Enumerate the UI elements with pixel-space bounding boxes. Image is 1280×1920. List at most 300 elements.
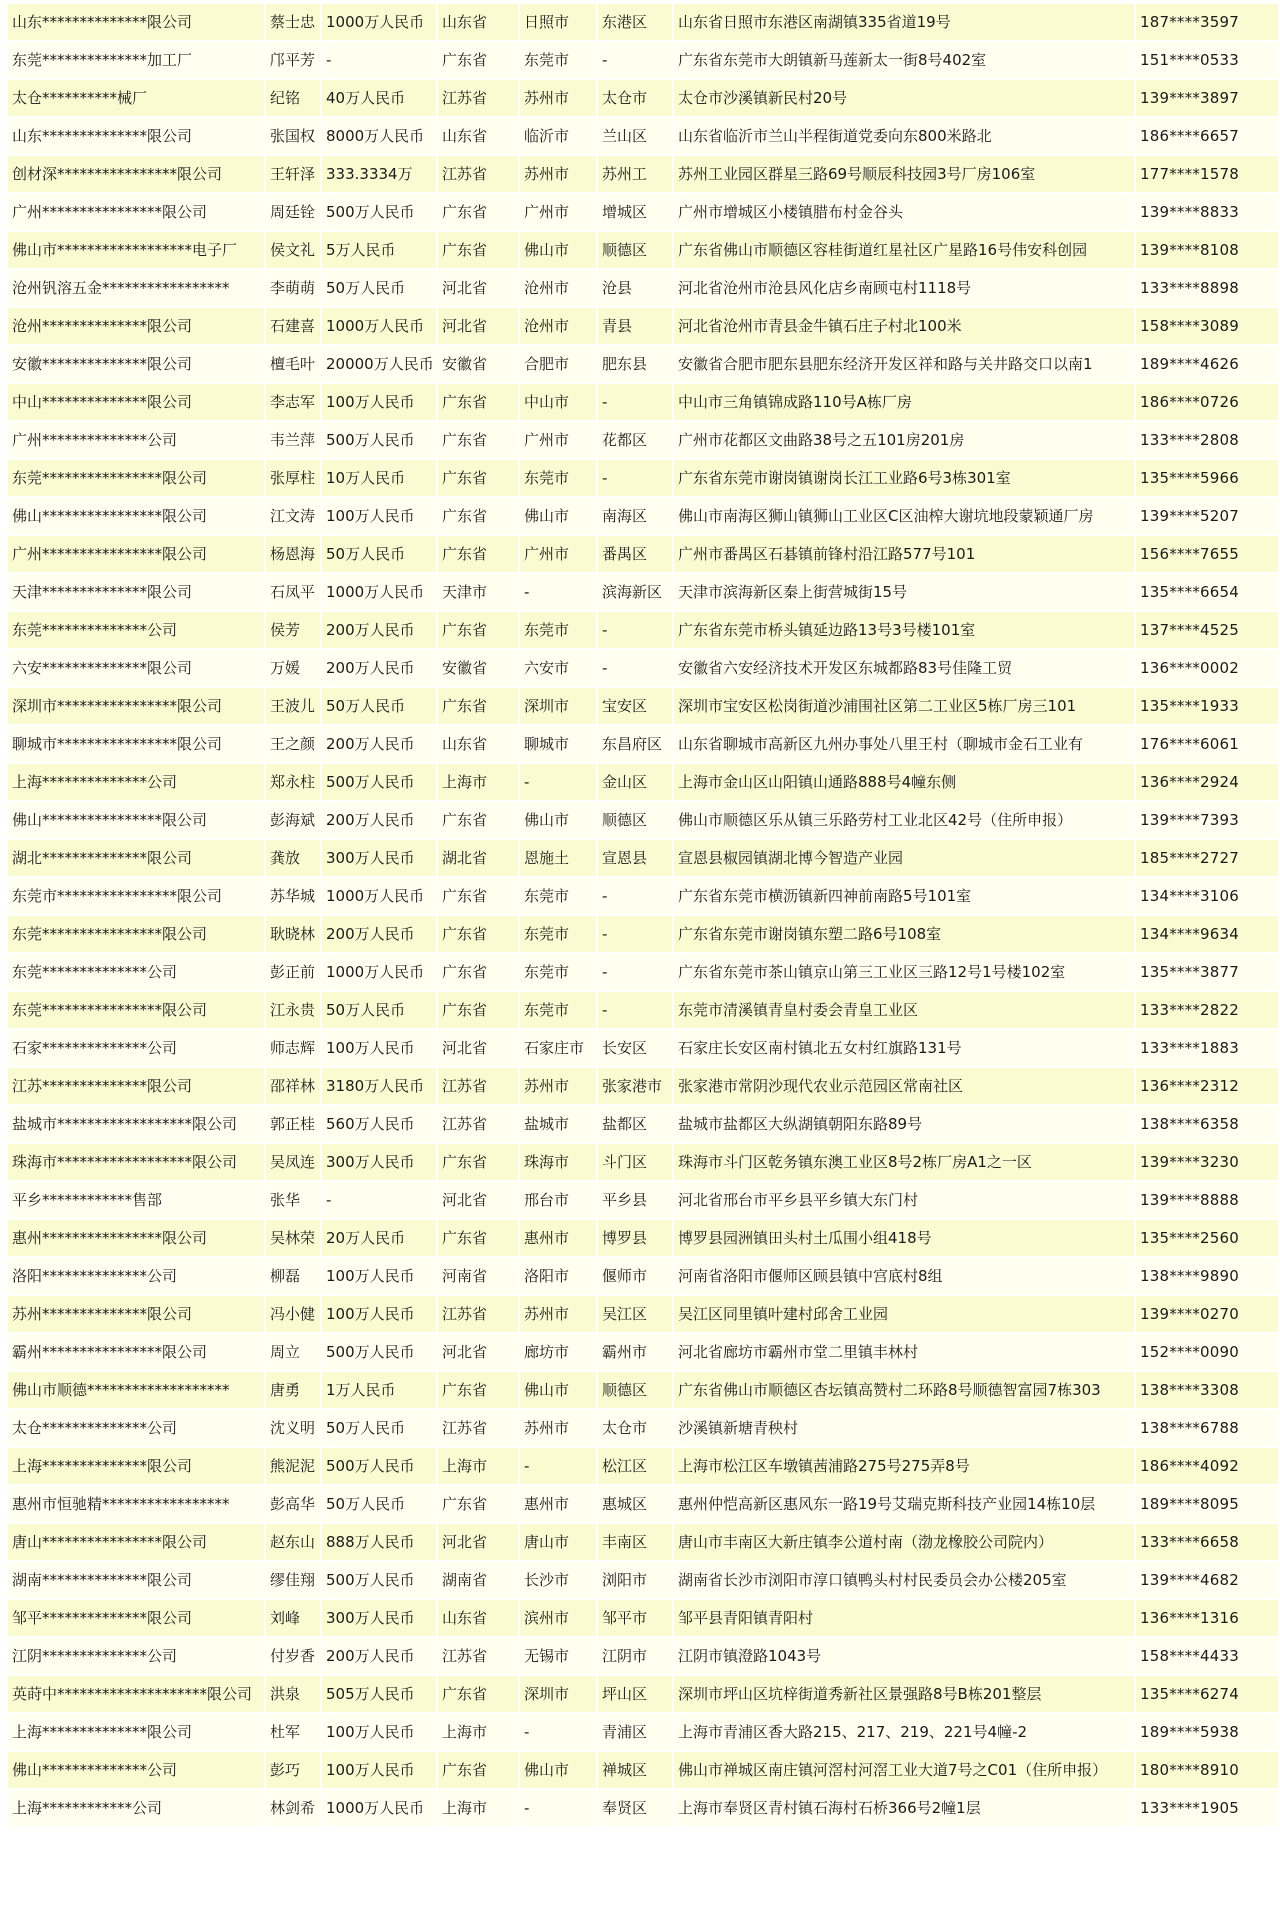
registered-capital-cell: 50万人民币 — [322, 992, 436, 1028]
legal-rep-cell: 韦兰萍 — [266, 422, 320, 458]
legal-rep-cell: 林剑希 — [266, 1790, 320, 1826]
district-cell: 东港区 — [598, 4, 672, 40]
district-cell: 太仓市 — [598, 80, 672, 116]
province-cell: 广东省 — [438, 498, 518, 534]
district-cell: 坪山区 — [598, 1676, 672, 1712]
address-cell: 广州市增城区小楼镇腊布村金谷头 — [674, 194, 1134, 230]
address-cell: 上海市金山区山阳镇山通路888号4幢东侧 — [674, 764, 1134, 800]
city-cell: - — [520, 1448, 596, 1484]
address-cell: 邹平县青阳镇青阳村 — [674, 1600, 1134, 1636]
legal-rep-cell: 熊泥泥 — [266, 1448, 320, 1484]
district-cell: 顺德区 — [598, 802, 672, 838]
legal-rep-cell: 吴凤连 — [266, 1144, 320, 1180]
province-cell: 山东省 — [438, 726, 518, 762]
address-cell: 佛山市禅城区南庄镇河滘村河滘工业大道7号之C01（住所申报） — [674, 1752, 1134, 1788]
address-cell: 唐山市丰南区大新庄镇李公道村南（渤龙橡胶公司院内） — [674, 1524, 1134, 1560]
province-cell: 山东省 — [438, 4, 518, 40]
registered-capital-cell: 1万人民币 — [322, 1372, 436, 1408]
registered-capital-cell: 50万人民币 — [322, 1486, 436, 1522]
phone-cell: 186****4092 — [1136, 1448, 1278, 1484]
phone-cell: 139****8888 — [1136, 1182, 1278, 1218]
province-cell: 广东省 — [438, 536, 518, 572]
phone-cell: 133****6658 — [1136, 1524, 1278, 1560]
table-row — [8, 650, 1278, 686]
address-cell: 河北省沧州市沧县风化店乡南顾屯村1118号 — [674, 270, 1134, 306]
table-row — [8, 1182, 1278, 1218]
table-row — [8, 1524, 1278, 1560]
phone-cell: 139****8833 — [1136, 194, 1278, 230]
city-cell: 珠海市 — [520, 1144, 596, 1180]
table-row — [8, 422, 1278, 458]
city-cell: 唐山市 — [520, 1524, 596, 1560]
company-name-cell: 平乡************售部 — [8, 1182, 264, 1218]
address-cell: 上海市青浦区香大路215、217、219、221号4幢-2 — [674, 1714, 1134, 1750]
company-name-cell: 太仓**********械厂 — [8, 80, 264, 116]
district-cell: 博罗县 — [598, 1220, 672, 1256]
table-row — [8, 346, 1278, 382]
district-cell: 东昌府区 — [598, 726, 672, 762]
registered-capital-cell: 20000万人民币 — [322, 346, 436, 382]
table-row — [8, 878, 1278, 914]
legal-rep-cell: 张国权 — [266, 118, 320, 154]
legal-rep-cell: 龚放 — [266, 840, 320, 876]
company-name-cell: 霸州****************限公司 — [8, 1334, 264, 1370]
table-row — [8, 42, 1278, 78]
city-cell: 廊坊市 — [520, 1334, 596, 1370]
legal-rep-cell: 彭巧 — [266, 1752, 320, 1788]
legal-rep-cell: 邝平芳 — [266, 42, 320, 78]
province-cell: 广东省 — [438, 384, 518, 420]
province-cell: 广东省 — [438, 688, 518, 724]
company-name-cell: 盐城市******************限公司 — [8, 1106, 264, 1142]
table-row — [8, 1030, 1278, 1066]
city-cell: 临沂市 — [520, 118, 596, 154]
city-cell: 佛山市 — [520, 498, 596, 534]
phone-cell: 189****4626 — [1136, 346, 1278, 382]
city-cell: 无锡市 — [520, 1638, 596, 1674]
registered-capital-cell: 500万人民币 — [322, 1562, 436, 1598]
phone-cell: 139****4682 — [1136, 1562, 1278, 1598]
district-cell: - — [598, 954, 672, 990]
district-cell: - — [598, 916, 672, 952]
table-row — [8, 1714, 1278, 1750]
legal-rep-cell: 张华 — [266, 1182, 320, 1218]
city-cell: 苏州市 — [520, 1068, 596, 1104]
table-row — [8, 460, 1278, 496]
legal-rep-cell: 侯芳 — [266, 612, 320, 648]
phone-cell: 134****9634 — [1136, 916, 1278, 952]
company-name-cell: 山东**************限公司 — [8, 118, 264, 154]
legal-rep-cell: 柳磊 — [266, 1258, 320, 1294]
company-name-cell: 广州****************限公司 — [8, 536, 264, 572]
registered-capital-cell: 100万人民币 — [322, 1714, 436, 1750]
city-cell: - — [520, 1790, 596, 1826]
phone-cell: 138****6358 — [1136, 1106, 1278, 1142]
registered-capital-cell: 500万人民币 — [322, 1448, 436, 1484]
city-cell: 苏州市 — [520, 156, 596, 192]
province-cell: 广东省 — [438, 1144, 518, 1180]
district-cell: 太仓市 — [598, 1410, 672, 1446]
address-cell: 惠州仲恺高新区惠风东一路19号艾瑞克斯科技产业园14栋10层 — [674, 1486, 1134, 1522]
legal-rep-cell: 付岁香 — [266, 1638, 320, 1674]
address-cell: 广东省东莞市茶山镇京山第三工业区三路12号1号楼102室 — [674, 954, 1134, 990]
district-cell: - — [598, 460, 672, 496]
legal-rep-cell: 李萌萌 — [266, 270, 320, 306]
city-cell: - — [520, 574, 596, 610]
phone-cell: 186****0726 — [1136, 384, 1278, 420]
registered-capital-cell: 200万人民币 — [322, 726, 436, 762]
registered-capital-cell: 500万人民币 — [322, 194, 436, 230]
city-cell: 深圳市 — [520, 1676, 596, 1712]
registered-capital-cell: 300万人民币 — [322, 1600, 436, 1636]
address-cell: 河南省洛阳市偃师区顾县镇中宫底村8组 — [674, 1258, 1134, 1294]
district-cell: 肥东县 — [598, 346, 672, 382]
registered-capital-cell: 1000万人民币 — [322, 1790, 436, 1826]
phone-cell: 176****6061 — [1136, 726, 1278, 762]
province-cell: 上海市 — [438, 1790, 518, 1826]
city-cell: 深圳市 — [520, 688, 596, 724]
registered-capital-cell: 200万人民币 — [322, 650, 436, 686]
company-name-cell: 东莞****************限公司 — [8, 460, 264, 496]
province-cell: 天津市 — [438, 574, 518, 610]
address-cell: 博罗县园洲镇田头村土瓜围小组418号 — [674, 1220, 1134, 1256]
phone-cell: 136****2312 — [1136, 1068, 1278, 1104]
phone-cell: 133****1883 — [1136, 1030, 1278, 1066]
registered-capital-cell: 50万人民币 — [322, 536, 436, 572]
address-cell: 吴江区同里镇叶建村邱舍工业园 — [674, 1296, 1134, 1332]
phone-cell: 138****6788 — [1136, 1410, 1278, 1446]
registered-capital-cell: 3180万人民币 — [322, 1068, 436, 1104]
company-name-cell: 英莳中********************限公司 — [8, 1676, 264, 1712]
company-name-cell: 湖南**************限公司 — [8, 1562, 264, 1598]
registered-capital-cell: 888万人民币 — [322, 1524, 436, 1560]
table-row — [8, 1752, 1278, 1788]
company-name-cell: 佛山**************公司 — [8, 1752, 264, 1788]
legal-rep-cell: 彭海斌 — [266, 802, 320, 838]
phone-cell: 134****3106 — [1136, 878, 1278, 914]
phone-cell: 135****5966 — [1136, 460, 1278, 496]
legal-rep-cell: 邵祥林 — [266, 1068, 320, 1104]
province-cell: 安徽省 — [438, 650, 518, 686]
address-cell: 山东省临沂市兰山半程街道党委向东800米路北 — [674, 118, 1134, 154]
table-row — [8, 308, 1278, 344]
legal-rep-cell: 周廷铨 — [266, 194, 320, 230]
district-cell: 顺德区 — [598, 232, 672, 268]
phone-cell: 158****4433 — [1136, 1638, 1278, 1674]
phone-cell: 139****3230 — [1136, 1144, 1278, 1180]
address-cell: 苏州工业园区群星三路69号顺辰科技园3号厂房106室 — [674, 156, 1134, 192]
company-name-cell: 安徽**************限公司 — [8, 346, 264, 382]
company-name-cell: 东莞**************加工厂 — [8, 42, 264, 78]
province-cell: 江苏省 — [438, 156, 518, 192]
address-cell: 广东省东莞市大朗镇新马莲新太一街8号402室 — [674, 42, 1134, 78]
phone-cell: 185****2727 — [1136, 840, 1278, 876]
address-cell: 宣恩县椒园镇湖北博今智造产业园 — [674, 840, 1134, 876]
address-cell: 广州市花都区文曲路38号之五101房201房 — [674, 422, 1134, 458]
registered-capital-cell: 200万人民币 — [322, 802, 436, 838]
province-cell: 湖南省 — [438, 1562, 518, 1598]
legal-rep-cell: 耿晓林 — [266, 916, 320, 952]
address-cell: 广东省东莞市横沥镇新四神前南路5号101室 — [674, 878, 1134, 914]
table-row — [8, 384, 1278, 420]
city-cell: 惠州市 — [520, 1486, 596, 1522]
registered-capital-cell: 1000万人民币 — [322, 574, 436, 610]
phone-cell: 186****6657 — [1136, 118, 1278, 154]
table-row — [8, 1410, 1278, 1446]
table-row — [8, 194, 1278, 230]
registered-capital-cell: 300万人民币 — [322, 1144, 436, 1180]
city-cell: 盐城市 — [520, 1106, 596, 1142]
legal-rep-cell: 江永贵 — [266, 992, 320, 1028]
registered-capital-cell: 50万人民币 — [322, 688, 436, 724]
city-cell: 苏州市 — [520, 1296, 596, 1332]
address-cell: 张家港市常阴沙现代农业示范园区常南社区 — [674, 1068, 1134, 1104]
city-cell: 惠州市 — [520, 1220, 596, 1256]
district-cell: 松江区 — [598, 1448, 672, 1484]
district-cell: 禅城区 — [598, 1752, 672, 1788]
phone-cell: 187****3597 — [1136, 4, 1278, 40]
district-cell: 苏州工 — [598, 156, 672, 192]
table-row — [8, 726, 1278, 762]
phone-cell: 133****1905 — [1136, 1790, 1278, 1826]
district-cell: 丰南区 — [598, 1524, 672, 1560]
province-cell: 广东省 — [438, 1220, 518, 1256]
table-row — [8, 1790, 1278, 1826]
address-cell: 深圳市宝安区松岗街道沙浦围社区第二工业区5栋厂房三101 — [674, 688, 1134, 724]
table-row — [8, 1600, 1278, 1636]
table-row — [8, 1486, 1278, 1522]
company-name-cell: 上海**************限公司 — [8, 1714, 264, 1750]
legal-rep-cell: 张厚柱 — [266, 460, 320, 496]
province-cell: 广东省 — [438, 992, 518, 1028]
company-name-cell: 佛山****************限公司 — [8, 802, 264, 838]
city-cell: 佛山市 — [520, 232, 596, 268]
province-cell: 广东省 — [438, 954, 518, 990]
registered-capital-cell: 40万人民币 — [322, 80, 436, 116]
company-name-cell: 佛山****************限公司 — [8, 498, 264, 534]
district-cell: 霸州市 — [598, 1334, 672, 1370]
table-row — [8, 1334, 1278, 1370]
company-name-cell: 山东**************限公司 — [8, 4, 264, 40]
address-cell: 河北省沧州市青县金牛镇石庄子村北100米 — [674, 308, 1134, 344]
legal-rep-cell: 纪铭 — [266, 80, 320, 116]
phone-cell: 135****6274 — [1136, 1676, 1278, 1712]
city-cell: 长沙市 — [520, 1562, 596, 1598]
table-row — [8, 536, 1278, 572]
legal-rep-cell: 杨恩海 — [266, 536, 320, 572]
phone-cell: 139****0270 — [1136, 1296, 1278, 1332]
address-cell: 盐城市盐都区大纵湖镇朝阳东路89号 — [674, 1106, 1134, 1142]
district-cell: 惠城区 — [598, 1486, 672, 1522]
company-name-cell: 天津**************限公司 — [8, 574, 264, 610]
legal-rep-cell: 杜军 — [266, 1714, 320, 1750]
province-cell: 湖北省 — [438, 840, 518, 876]
city-cell: 东莞市 — [520, 42, 596, 78]
company-name-cell: 湖北**************限公司 — [8, 840, 264, 876]
registered-capital-cell: 333.3334万 — [322, 156, 436, 192]
registered-capital-cell: 200万人民币 — [322, 612, 436, 648]
company-name-cell: 佛山市******************电子厂 — [8, 232, 264, 268]
company-name-cell: 沧州钒溶五金***************** — [8, 270, 264, 306]
phone-cell: 133****2822 — [1136, 992, 1278, 1028]
registered-capital-cell: 500万人民币 — [322, 422, 436, 458]
province-cell: 江苏省 — [438, 1296, 518, 1332]
district-cell: 番禺区 — [598, 536, 672, 572]
city-cell: 东莞市 — [520, 460, 596, 496]
province-cell: 河北省 — [438, 270, 518, 306]
registered-capital-cell: 100万人民币 — [322, 1258, 436, 1294]
registered-capital-cell: 300万人民币 — [322, 840, 436, 876]
company-records-sheet — [6, 2, 1274, 1828]
table-row — [8, 1106, 1278, 1142]
city-cell: 滨州市 — [520, 1600, 596, 1636]
legal-rep-cell: 沈义明 — [266, 1410, 320, 1446]
district-cell: - — [598, 992, 672, 1028]
address-cell: 太仓市沙溪镇新民村20号 — [674, 80, 1134, 116]
province-cell: 安徽省 — [438, 346, 518, 382]
company-name-cell: 六安**************限公司 — [8, 650, 264, 686]
district-cell: 偃师市 — [598, 1258, 672, 1294]
city-cell: - — [520, 1714, 596, 1750]
phone-cell: 133****2808 — [1136, 422, 1278, 458]
table-row — [8, 840, 1278, 876]
city-cell: - — [520, 764, 596, 800]
company-name-cell: 东莞****************限公司 — [8, 992, 264, 1028]
registered-capital-cell: 10万人民币 — [322, 460, 436, 496]
phone-cell: 139****7393 — [1136, 802, 1278, 838]
city-cell: 恩施土 — [520, 840, 596, 876]
legal-rep-cell: 缪佳翔 — [266, 1562, 320, 1598]
phone-cell: 139****5207 — [1136, 498, 1278, 534]
legal-rep-cell: 王之颜 — [266, 726, 320, 762]
registered-capital-cell: 200万人民币 — [322, 916, 436, 952]
district-cell: 南海区 — [598, 498, 672, 534]
table-row — [8, 498, 1278, 534]
registered-capital-cell: 5万人民币 — [322, 232, 436, 268]
legal-rep-cell: 唐勇 — [266, 1372, 320, 1408]
address-cell: 山东省日照市东港区南湖镇335省道19号 — [674, 4, 1134, 40]
phone-cell: 139****8108 — [1136, 232, 1278, 268]
address-cell: 安徽省六安经济技术开发区东城都路83号佳隆工贸 — [674, 650, 1134, 686]
district-cell: 增城区 — [598, 194, 672, 230]
province-cell: 广东省 — [438, 42, 518, 78]
province-cell: 河北省 — [438, 1182, 518, 1218]
table-row — [8, 80, 1278, 116]
district-cell: 邹平市 — [598, 1600, 672, 1636]
province-cell: 广东省 — [438, 1486, 518, 1522]
phone-cell: 158****3089 — [1136, 308, 1278, 344]
district-cell: 吴江区 — [598, 1296, 672, 1332]
district-cell: 斗门区 — [598, 1144, 672, 1180]
legal-rep-cell: 石建喜 — [266, 308, 320, 344]
district-cell: - — [598, 650, 672, 686]
district-cell: 滨海新区 — [598, 574, 672, 610]
address-cell: 石家庄长安区南村镇北五女村红旗路131号 — [674, 1030, 1134, 1066]
company-name-cell: 广州**************公司 — [8, 422, 264, 458]
company-records-table — [6, 2, 1280, 1828]
table-row — [8, 1144, 1278, 1180]
legal-rep-cell: 郭正桂 — [266, 1106, 320, 1142]
phone-cell: 135****3877 — [1136, 954, 1278, 990]
district-cell: 奉贤区 — [598, 1790, 672, 1826]
phone-cell: 156****7655 — [1136, 536, 1278, 572]
district-cell: 张家港市 — [598, 1068, 672, 1104]
company-name-cell: 广州****************限公司 — [8, 194, 264, 230]
city-cell: 佛山市 — [520, 1752, 596, 1788]
address-cell: 东莞市清溪镇青皇村委会青皇工业区 — [674, 992, 1134, 1028]
company-name-cell: 江阴**************公司 — [8, 1638, 264, 1674]
company-name-cell: 中山**************限公司 — [8, 384, 264, 420]
city-cell: 邢台市 — [520, 1182, 596, 1218]
registered-capital-cell: 100万人民币 — [322, 1030, 436, 1066]
company-name-cell: 唐山****************限公司 — [8, 1524, 264, 1560]
province-cell: 江苏省 — [438, 1410, 518, 1446]
registered-capital-cell: - — [322, 42, 436, 78]
district-cell: 长安区 — [598, 1030, 672, 1066]
address-cell: 珠海市斗门区乾务镇东澳工业区8号2栋厂房A1之一区 — [674, 1144, 1134, 1180]
province-cell: 广东省 — [438, 878, 518, 914]
table-row — [8, 156, 1278, 192]
city-cell: 佛山市 — [520, 802, 596, 838]
province-cell: 上海市 — [438, 1448, 518, 1484]
province-cell: 河北省 — [438, 308, 518, 344]
province-cell: 江苏省 — [438, 1638, 518, 1674]
district-cell: - — [598, 878, 672, 914]
registered-capital-cell: 20万人民币 — [322, 1220, 436, 1256]
legal-rep-cell: 石凤平 — [266, 574, 320, 610]
company-name-cell: 上海************公司 — [8, 1790, 264, 1826]
district-cell: 沧县 — [598, 270, 672, 306]
address-cell: 广东省东莞市谢岗镇谢岗长江工业路6号3栋301室 — [674, 460, 1134, 496]
registered-capital-cell: 100万人民币 — [322, 1752, 436, 1788]
city-cell: 广州市 — [520, 536, 596, 572]
legal-rep-cell: 周立 — [266, 1334, 320, 1370]
table-row — [8, 118, 1278, 154]
district-cell: 青县 — [598, 308, 672, 344]
district-cell: 宝安区 — [598, 688, 672, 724]
company-name-cell: 上海**************公司 — [8, 764, 264, 800]
legal-rep-cell: 吴林荣 — [266, 1220, 320, 1256]
legal-rep-cell: 赵东山 — [266, 1524, 320, 1560]
phone-cell: 135****6654 — [1136, 574, 1278, 610]
legal-rep-cell: 师志辉 — [266, 1030, 320, 1066]
company-name-cell: 创材深****************限公司 — [8, 156, 264, 192]
address-cell: 佛山市顺德区乐从镇三乐路劳村工业北区42号（住所申报） — [674, 802, 1134, 838]
company-name-cell: 邹平**************限公司 — [8, 1600, 264, 1636]
address-cell: 湖南省长沙市浏阳市淳口镇鸭头村村民委员会办公楼205室 — [674, 1562, 1134, 1598]
legal-rep-cell: 万媛 — [266, 650, 320, 686]
table-row — [8, 1220, 1278, 1256]
legal-rep-cell: 蔡士忠 — [266, 4, 320, 40]
phone-cell: 135****1933 — [1136, 688, 1278, 724]
phone-cell: 189****5938 — [1136, 1714, 1278, 1750]
company-name-cell: 聊城市****************限公司 — [8, 726, 264, 762]
address-cell: 广东省佛山市顺德区容桂街道红星社区广星路16号伟安科创园 — [674, 232, 1134, 268]
province-cell: 江苏省 — [438, 1106, 518, 1142]
legal-rep-cell: 苏华城 — [266, 878, 320, 914]
district-cell: 顺德区 — [598, 1372, 672, 1408]
legal-rep-cell: 冯小健 — [266, 1296, 320, 1332]
table-row — [8, 1448, 1278, 1484]
company-name-cell: 惠州市恒驰精***************** — [8, 1486, 264, 1522]
company-name-cell: 珠海市******************限公司 — [8, 1144, 264, 1180]
company-name-cell: 东莞**************公司 — [8, 954, 264, 990]
legal-rep-cell: 郑永柱 — [266, 764, 320, 800]
city-cell: 东莞市 — [520, 916, 596, 952]
company-name-cell: 东莞****************限公司 — [8, 916, 264, 952]
registered-capital-cell: 500万人民币 — [322, 1334, 436, 1370]
address-cell: 上海市奉贤区青村镇石海村石桥366号2幢1层 — [674, 1790, 1134, 1826]
